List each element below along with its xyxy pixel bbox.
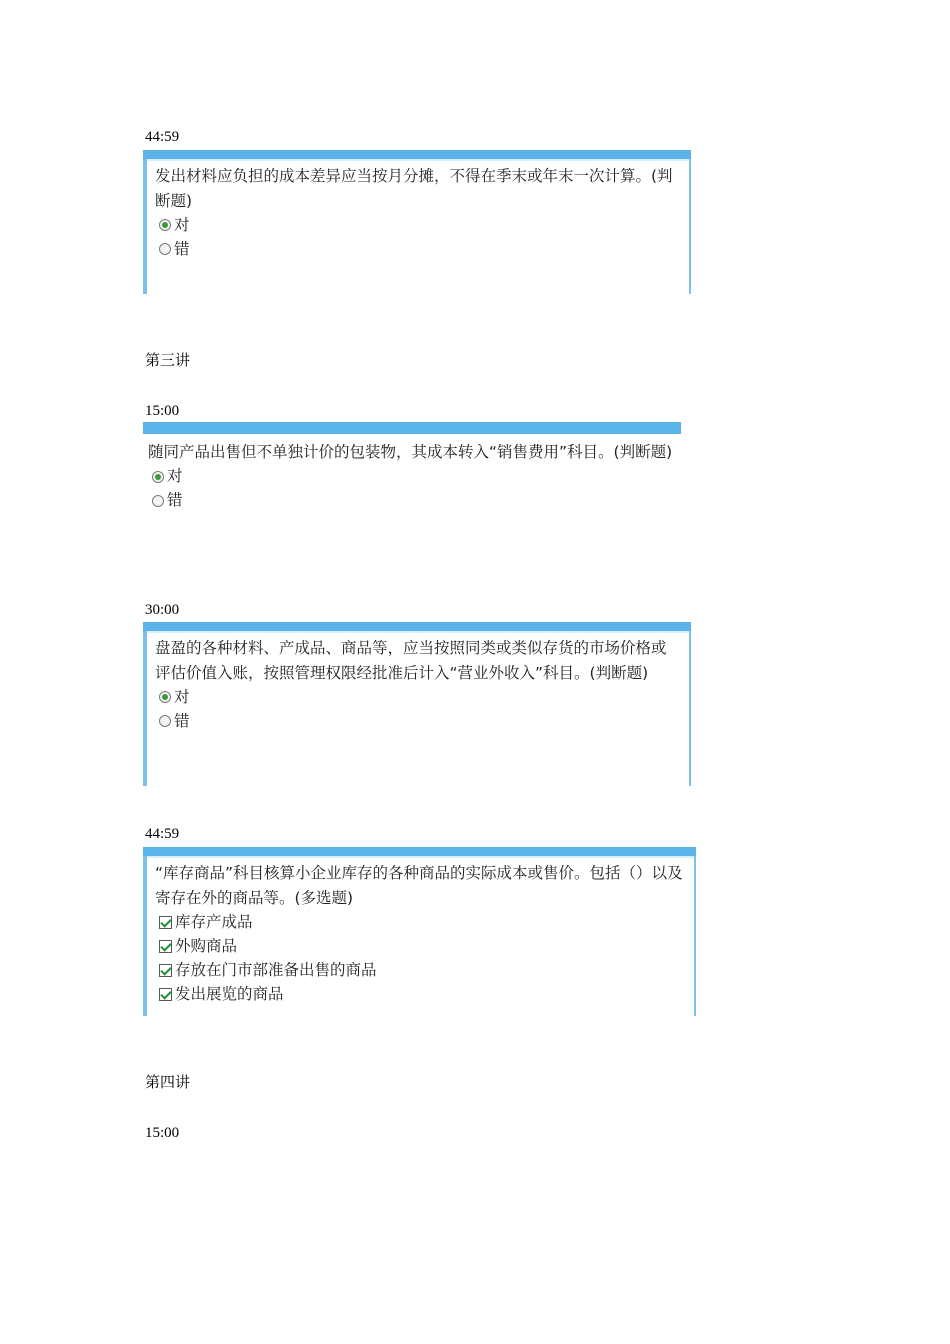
- option-1[interactable]: [159, 910, 686, 934]
- timestamp: 44:59: [145, 826, 180, 842]
- radio-selected-icon[interactable]: [152, 471, 164, 483]
- radio-icon[interactable]: [159, 715, 171, 727]
- question-screenshot: [143, 622, 691, 786]
- timestamp: 30:00: [145, 602, 180, 618]
- checkbox-checked-icon[interactable]: [159, 916, 172, 929]
- option-4[interactable]: [159, 982, 686, 1006]
- option-3[interactable]: [159, 958, 686, 982]
- question-screenshot: [143, 847, 696, 1016]
- title-bar: [143, 847, 696, 856]
- option-label: 错: [174, 711, 190, 730]
- question-text: “库存商品”科目核算小企业库存的各种商品的实际成本或售价。包括（）以及寄存在外的商品等。(多选题): [155, 864, 683, 907]
- option-label: 库存产成品: [175, 912, 253, 931]
- lecture-heading: 第四讲: [145, 1075, 191, 1091]
- option-false[interactable]: [159, 237, 681, 261]
- option-label: 存放在门市部准备出售的商品: [175, 960, 377, 979]
- timestamp: 15:00: [145, 1125, 180, 1141]
- title-bar: [143, 422, 681, 434]
- option-true[interactable]: [159, 213, 681, 237]
- timestamp: 15:00: [145, 403, 180, 419]
- title-bar: [143, 622, 691, 631]
- option-false[interactable]: [159, 709, 681, 733]
- option-label: 错: [167, 491, 183, 510]
- title-bar: [143, 150, 691, 159]
- checkbox-checked-icon[interactable]: [159, 964, 172, 977]
- option-label: 发出展览的商品: [175, 984, 284, 1003]
- checkbox-checked-icon[interactable]: [159, 988, 172, 1001]
- question-screenshot: [143, 422, 681, 542]
- question-text: 随同产品出售但不单独计价的包装物，其成本转入“销售费用”科目。(判断题): [148, 443, 673, 461]
- option-2[interactable]: [159, 934, 686, 958]
- radio-icon[interactable]: [152, 495, 164, 507]
- option-true[interactable]: [152, 465, 673, 489]
- question-text: 发出材料应负担的成本差异应当按月分摊，不得在季末或年末一次计算。(判断题): [155, 167, 673, 210]
- radio-selected-icon[interactable]: [159, 691, 171, 703]
- checkbox-checked-icon[interactable]: [159, 940, 172, 953]
- option-label: 外购商品: [175, 936, 238, 955]
- lecture-heading: 第三讲: [145, 353, 191, 369]
- question-text: 盘盈的各种材料、产成品、商品等，应当按照同类或类似存货的市场价格或评估价值入账，按照管理权限经批准后计入“营业外收入”科目。(判断题): [155, 639, 667, 682]
- option-label: 对: [167, 467, 183, 486]
- question-screenshot: [143, 150, 691, 294]
- option-false[interactable]: [152, 489, 673, 513]
- timestamp: 44:59: [145, 129, 180, 145]
- option-label: 对: [174, 215, 190, 234]
- radio-selected-icon[interactable]: [159, 219, 171, 231]
- option-label: 错: [174, 239, 190, 258]
- option-label: 对: [174, 687, 190, 706]
- radio-icon[interactable]: [159, 243, 171, 255]
- option-true[interactable]: [159, 685, 681, 709]
